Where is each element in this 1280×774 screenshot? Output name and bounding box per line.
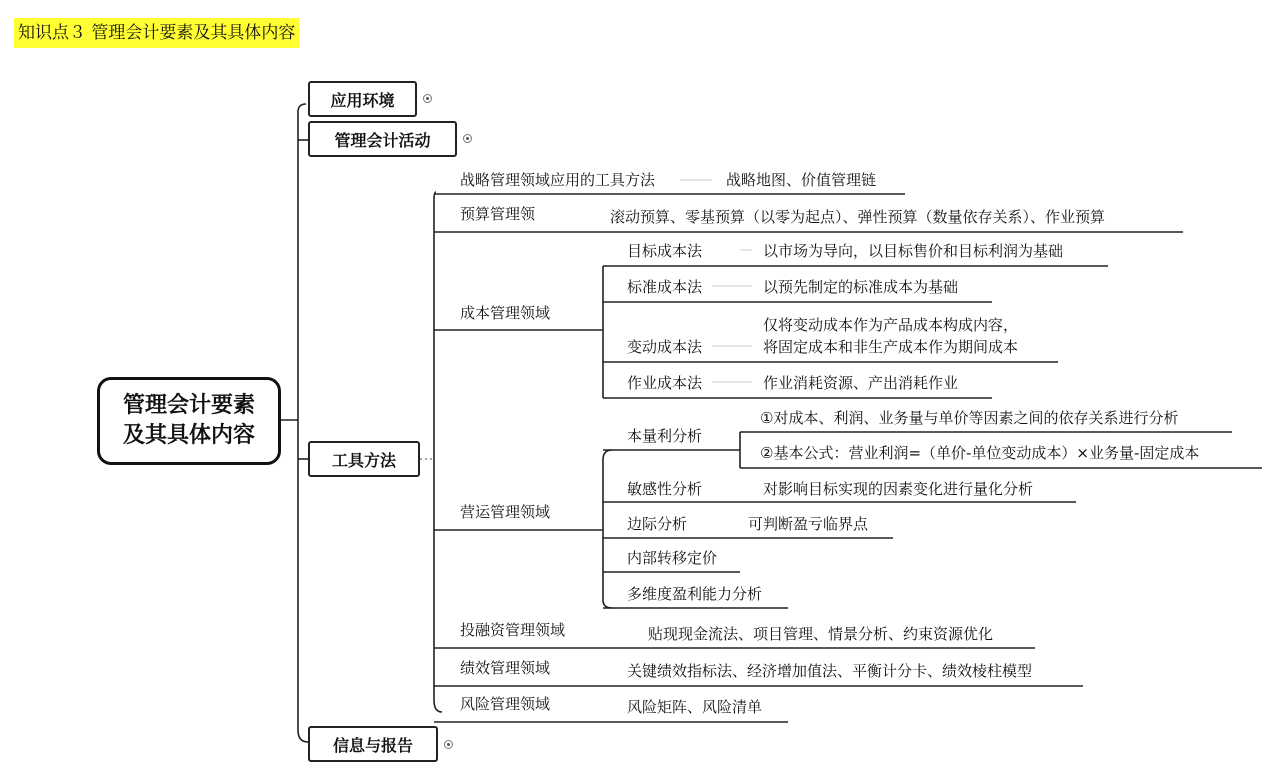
node-variable-cost-detail-2[interactable]: 将固定成本和非生产成本作为期间成本 — [763, 338, 1019, 356]
node-target-cost[interactable]: 目标成本法 — [627, 242, 703, 260]
node-budget[interactable]: 预算管理领 — [460, 205, 536, 223]
node-profitability-analysis[interactable]: 多维度盈利能力分析 — [627, 585, 763, 603]
node-performance[interactable]: 绩效管理领域 — [460, 659, 551, 677]
node-transfer-pricing[interactable]: 内部转移定价 — [627, 549, 718, 567]
page-title: 知识点３ 管理会计要素及其具体内容 — [14, 18, 299, 48]
main-trunk — [298, 104, 308, 742]
node-marginal-analysis[interactable]: 边际分析 — [627, 515, 688, 533]
node-cvp-detail-1[interactable]: ①对成本、利润、业务量与单价等因素之间的依存关系进行分析 — [760, 409, 1179, 427]
root-node-line2: 及其具体内容 — [122, 423, 255, 448]
node-standard-cost[interactable]: 标准成本法 — [627, 278, 703, 296]
node-activity-cost-detail[interactable]: 作业消耗资源、产出消耗作业 — [763, 374, 959, 392]
node-operation[interactable]: 营运管理领域 — [460, 503, 551, 521]
expand-icon[interactable] — [423, 94, 432, 103]
node-standard-cost-detail[interactable]: 以预先制定的标准成本为基础 — [763, 278, 959, 296]
node-target-cost-detail[interactable]: 以市场为导向，以目标售价和目标利润为基础 — [763, 242, 1064, 260]
node-investment-detail[interactable]: 贴现现金流法、项目管理、情景分析、约束资源优化 — [648, 625, 994, 643]
node-risk[interactable]: 风险管理领域 — [460, 695, 551, 713]
node-cost[interactable]: 成本管理领域 — [460, 304, 551, 322]
node-marginal-detail[interactable]: 可判断盈亏临界点 — [748, 515, 869, 533]
node-budget-detail[interactable]: 滚动预算、零基预算（以零为起点）、弹性预算（数量依存关系）、作业预算 — [610, 208, 1106, 226]
node-activity-cost[interactable]: 作业成本法 — [627, 374, 703, 392]
node-sensitivity-analysis[interactable]: 敏感性分析 — [627, 480, 703, 498]
operation-trunk — [603, 450, 612, 608]
branch-tool-methods[interactable]: 工具方法 — [308, 441, 420, 477]
node-sensitivity-detail[interactable]: 对影响目标实现的因素变化进行量化分析 — [763, 480, 1034, 498]
node-variable-cost-detail-1[interactable]: 仅将变动成本作为产品成本构成内容， — [763, 316, 1019, 334]
node-variable-cost[interactable]: 变动成本法 — [627, 338, 703, 356]
node-risk-detail[interactable]: 风险矩阵、风险清单 — [627, 698, 763, 716]
branch-application-environment[interactable]: 应用环境 — [308, 81, 417, 117]
branch-information-report[interactable]: 信息与报告 — [308, 726, 438, 762]
branch-management-activity[interactable]: 管理会计活动 — [308, 121, 457, 157]
node-performance-detail[interactable]: 关键绩效指标法、经济增加值法、平衡计分卡、绩效棱柱模型 — [627, 662, 1033, 680]
node-investment[interactable]: 投融资管理领域 — [460, 621, 566, 639]
expand-icon[interactable] — [444, 740, 453, 749]
node-cvp-detail-2[interactable]: ②基本公式：营业利润=（单价-单位变动成本）×业务量-固定成本 — [760, 444, 1200, 462]
node-cvp-analysis[interactable]: 本量利分析 — [627, 427, 703, 445]
node-strategy[interactable]: 战略管理领域应用的工具方法 — [460, 171, 656, 189]
tools-trunk — [434, 192, 442, 712]
root-node-line1: 管理会计要素 — [122, 393, 255, 418]
node-strategy-detail[interactable]: 战略地图、价值管理链 — [726, 171, 877, 189]
root-node[interactable] — [97, 377, 281, 465]
expand-icon[interactable] — [463, 134, 472, 143]
